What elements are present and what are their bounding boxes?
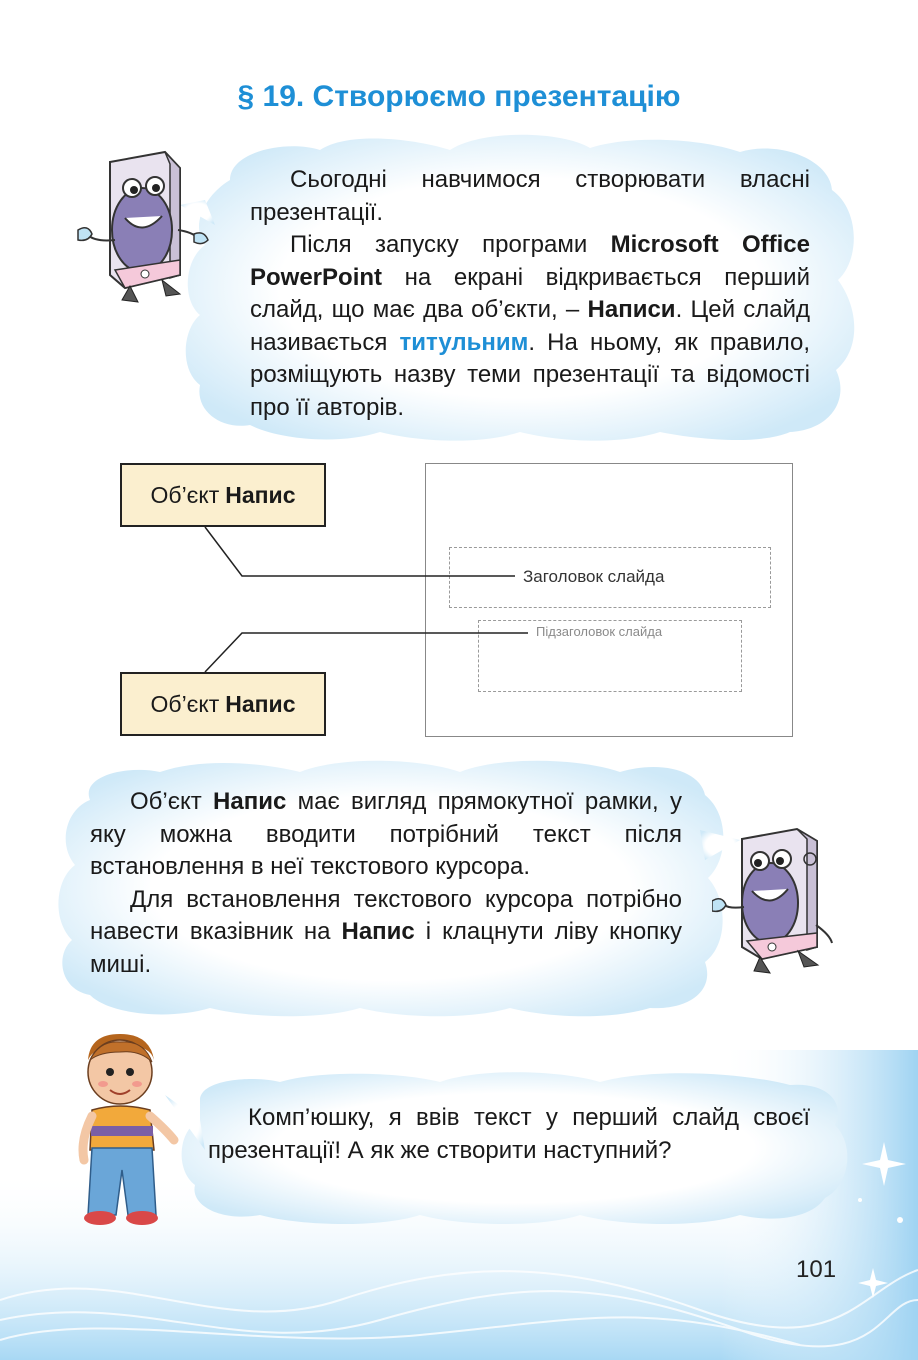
boy-bubble-text — [208, 1102, 810, 1167]
object-label-bottom: Об’єкт Напис — [120, 672, 326, 736]
object-paragraph-2: Для встановлення текстового курсора потрібно навести вказівник на Напис і клацнути ліву кнопку миші. — [90, 885, 682, 978]
boy-character-icon — [70, 1030, 190, 1230]
object-paragraph-1: Об’єкт Напис має вигляд прямокутної рамки, у яку можна вводити потрібний текст після встановлення в неї текстового курсора. — [90, 788, 682, 880]
title-placeholder-text: Заголовок слайда — [523, 567, 665, 586]
object-label-top: Об’єкт Напис — [120, 463, 326, 527]
intro-paragraph-2: Після запуску програми Microsoft Office PowerPoint на екрані відкривається перший слайд, що має два об’єкти, – Написи. Цей слайд називається титульним. На ньому, як правило, розміщують назву теми презентації та відомості про її авторів. — [250, 231, 811, 421]
page-title: § 19. Створюємо презентацію — [237, 80, 681, 113]
term-napysy: Написи — [587, 296, 676, 323]
boy-paragraph: Комп’юшку, я ввів текст у перший слайд своєї презентації! А як же створити наступний? — [208, 1104, 810, 1164]
object-bubble-text — [90, 786, 682, 981]
subtitle-placeholder-text: Підзаголовок слайда — [536, 624, 663, 639]
intro-paragraph-1: Сьогодні навчимося створювати власні презентації. — [250, 166, 810, 226]
computer-mascot-icon — [712, 825, 847, 975]
page-number: 101 — [796, 1256, 837, 1283]
term-tytulnym: титульним — [399, 328, 529, 356]
program-name: Microsoft Office PowerPoint — [250, 231, 810, 291]
